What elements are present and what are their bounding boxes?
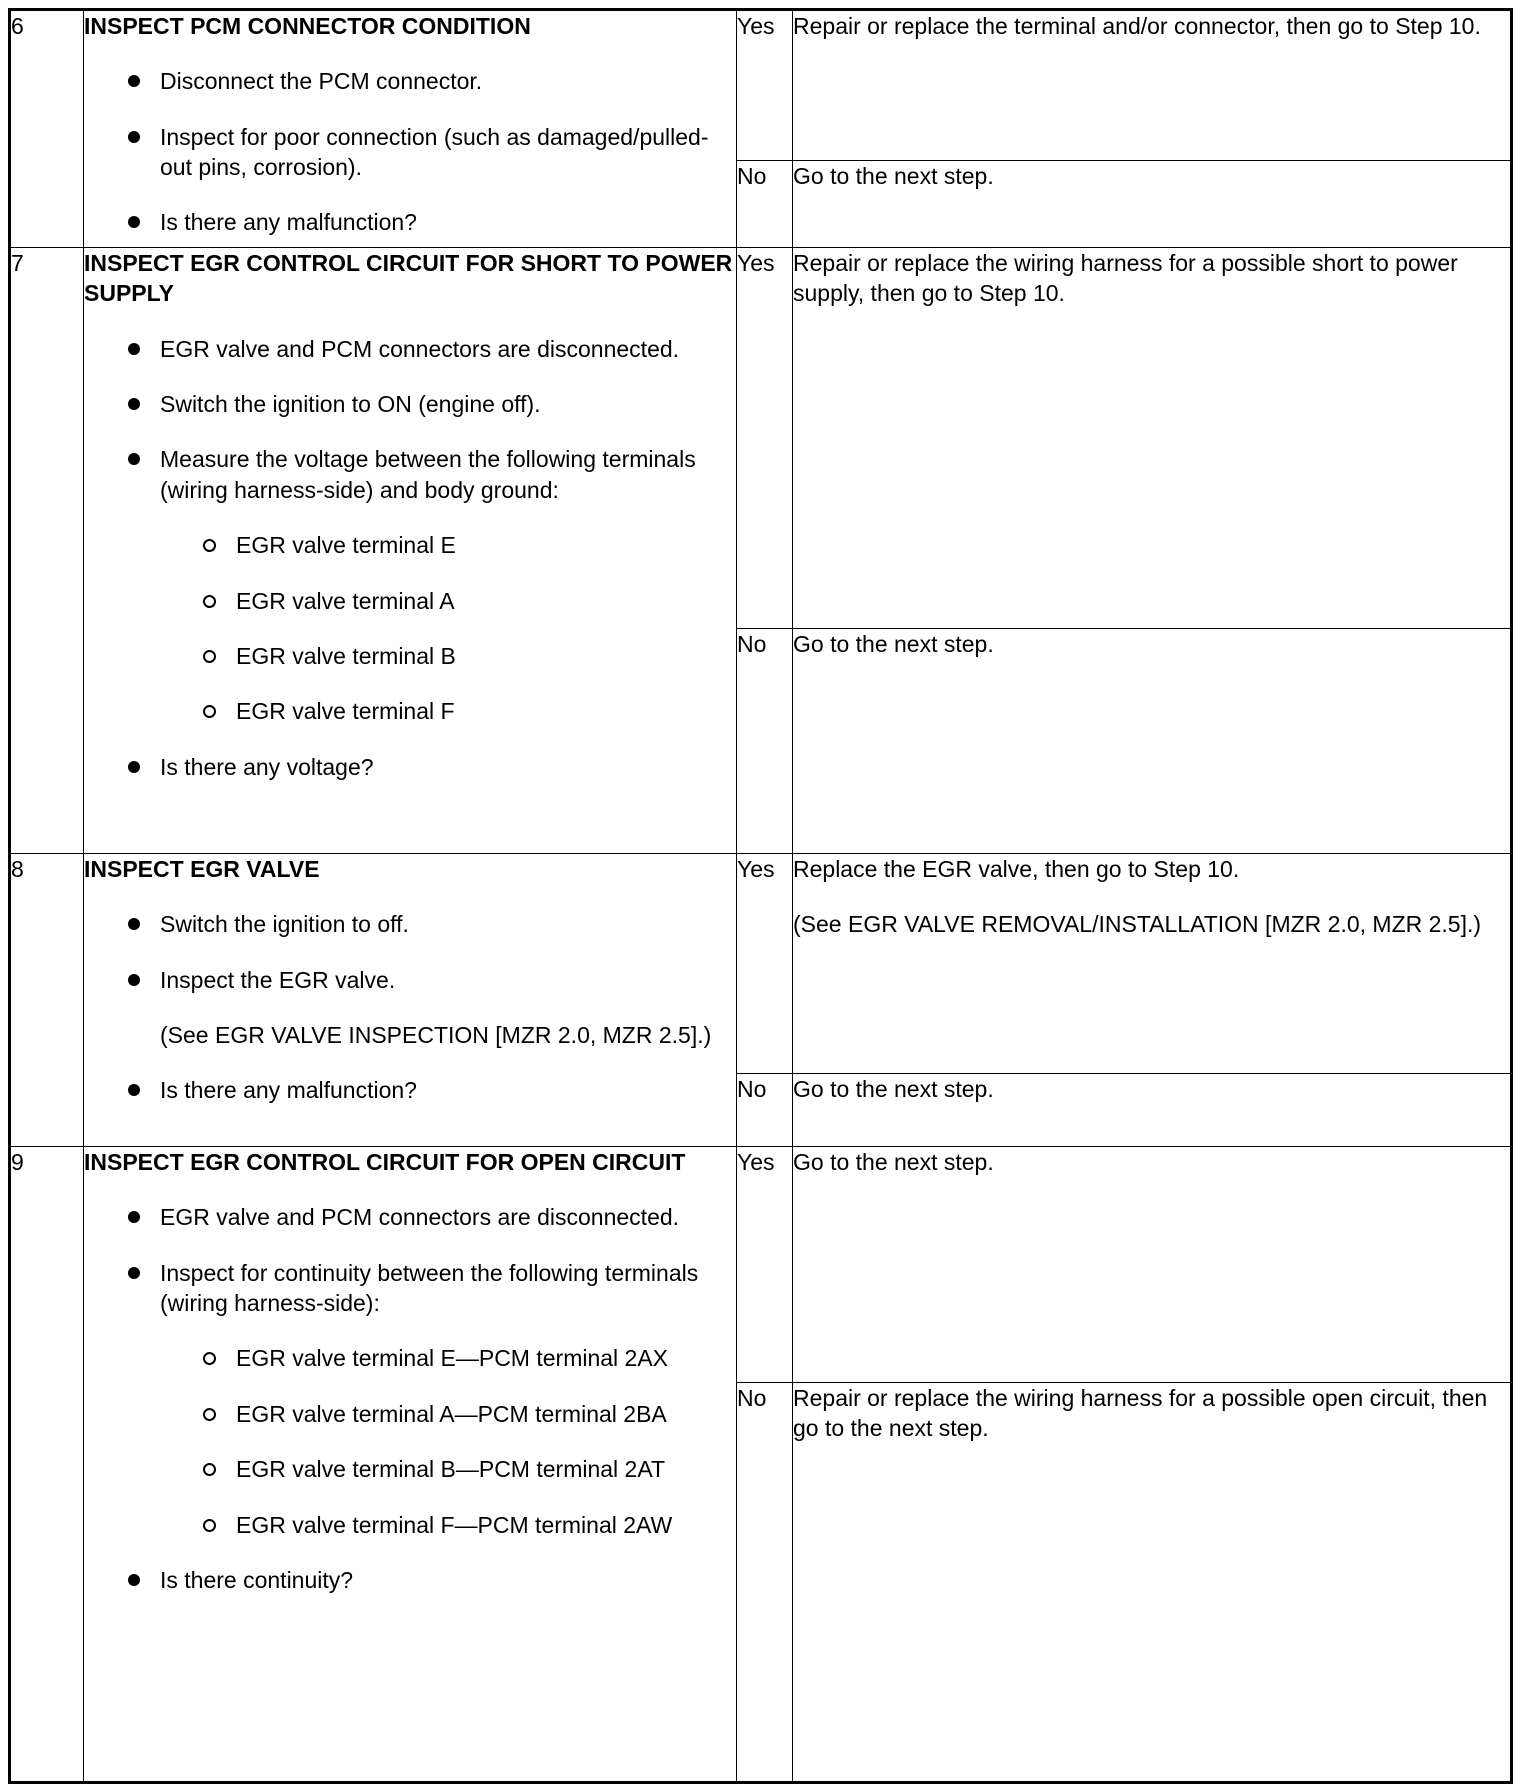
- step-bullet-list: [84, 66, 736, 237]
- no-action: [793, 1383, 1512, 1783]
- bullet-text: Is there any voltage?: [160, 753, 374, 780]
- sub-list-item: [84, 530, 736, 560]
- bullet-text: EGR valve and PCM connectors are disconnected.: [160, 1204, 680, 1231]
- bullet-dot-icon: [128, 1574, 140, 1586]
- bullet-text: EGR valve and PCM connectors are disconnected.: [160, 335, 680, 362]
- bullet-text: Switch the ignition to ON (engine off).: [160, 391, 541, 418]
- step-bullet-list: [84, 752, 736, 782]
- no-label: No: [737, 161, 793, 248]
- yes-action: [793, 10, 1512, 161]
- yes-action: [793, 854, 1512, 1074]
- sub-item-text: EGR valve terminal E: [236, 532, 456, 559]
- list-item: [84, 207, 736, 237]
- bullet-text: Is there any malfunction?: [160, 209, 417, 236]
- yes-reference-note: (See EGR VALVE REMOVAL/INSTALLATION [MZR 2.0, MZR 2.5].): [793, 911, 1482, 938]
- list-item: [84, 909, 736, 939]
- bullet-dot-icon: [128, 974, 140, 986]
- list-item: [84, 389, 736, 419]
- list-item: [84, 1075, 736, 1105]
- circle-bullet-icon: [203, 539, 216, 552]
- bullet-dot-icon: [128, 216, 140, 228]
- sub-list-item: [84, 1454, 736, 1484]
- sub-list-item: [84, 696, 736, 726]
- bullet-dot-icon: [128, 453, 140, 465]
- step-inspection: [84, 10, 737, 248]
- yes-action: [793, 248, 1512, 629]
- yes-label: Yes: [737, 10, 793, 161]
- no-label: No: [737, 1074, 793, 1147]
- step-bullet-list: [84, 334, 736, 505]
- diagnostic-steps-table: [8, 8, 1513, 1784]
- step-number: 8: [10, 854, 84, 1147]
- list-item: [84, 66, 736, 96]
- circle-bullet-icon: [203, 1352, 216, 1365]
- bullet-text: Is there continuity?: [160, 1566, 354, 1593]
- yes-action-text: Replace the EGR valve, then go to Step 10.: [793, 856, 1240, 882]
- list-item: [84, 1202, 736, 1232]
- sub-item-text: EGR valve terminal A: [236, 587, 455, 614]
- circle-bullet-icon: [203, 705, 216, 718]
- step-8-yes-row: [10, 854, 1512, 1074]
- bullet-text: Disconnect the PCM connector.: [160, 68, 483, 95]
- circle-bullet-icon: [203, 595, 216, 608]
- bullet-dot-icon: [128, 1211, 140, 1223]
- step-6-yes-row: [10, 10, 1512, 161]
- no-action: [793, 161, 1512, 248]
- bullet-text: Switch the ignition to off.: [160, 911, 409, 938]
- step-bullet-list: [84, 1202, 736, 1318]
- circle-bullet-icon: [203, 1408, 216, 1421]
- list-item: [84, 122, 736, 183]
- sub-item-text: EGR valve terminal B: [236, 642, 456, 669]
- step-title: INSPECT EGR CONTROL CIRCUIT FOR OPEN CIRCUIT: [84, 1149, 686, 1175]
- bullet-dot-icon: [128, 398, 140, 410]
- reference-note: (See EGR VALVE INSPECTION [MZR 2.0, MZR 2.5].): [160, 1022, 712, 1049]
- sub-list-item: [84, 586, 736, 616]
- terminal-sub-list: [84, 530, 736, 726]
- bullet-dot-icon: [128, 1267, 140, 1279]
- bullet-text: Inspect the EGR valve.: [160, 966, 396, 993]
- sub-list-item: [84, 1510, 736, 1540]
- no-label: No: [737, 1383, 793, 1783]
- yes-label: Yes: [737, 1147, 793, 1383]
- step-title: INSPECT PCM CONNECTOR CONDITION: [84, 13, 531, 39]
- step-bullet-list: [84, 1075, 736, 1105]
- bullet-dot-icon: [128, 75, 140, 87]
- step-title: INSPECT EGR CONTROL CIRCUIT FOR SHORT TO POWER SUPPLY: [84, 250, 733, 307]
- list-item: [84, 752, 736, 782]
- yes-action-text: Go to the next step.: [793, 1149, 994, 1175]
- step-number: 6: [10, 10, 84, 248]
- bullet-dot-icon: [128, 918, 140, 930]
- sub-item-text: EGR valve terminal F: [236, 698, 455, 725]
- circle-bullet-icon: [203, 1519, 216, 1532]
- bullet-dot-icon: [128, 131, 140, 143]
- list-item: [84, 1565, 736, 1595]
- step-title: INSPECT EGR VALVE: [84, 856, 320, 882]
- diagnostic-procedure-page: [8, 8, 1513, 1782]
- bullet-text: Is there any malfunction?: [160, 1077, 417, 1104]
- step-bullet-list: [84, 1565, 736, 1595]
- yes-label: Yes: [737, 248, 793, 629]
- no-action-text: Go to the next step.: [793, 1076, 994, 1102]
- no-action-text: Repair or replace the wiring harness for a possible open circuit, then go to the next step.: [793, 1385, 1488, 1442]
- step-inspection: [84, 1147, 737, 1783]
- step-bullet-list: [84, 909, 736, 995]
- no-label: No: [737, 629, 793, 854]
- circle-bullet-icon: [203, 1463, 216, 1476]
- terminal-sub-list: [84, 1343, 736, 1539]
- no-action: [793, 629, 1512, 854]
- bullet-dot-icon: [128, 1084, 140, 1096]
- list-item: [84, 1258, 736, 1319]
- step-number: 7: [10, 248, 84, 854]
- no-action-text: Go to the next step.: [793, 631, 994, 657]
- bullet-text: Measure the voltage between the following terminals (wiring harness-side) and body ground:: [160, 446, 696, 503]
- step-7-yes-row: [10, 248, 1512, 629]
- sub-item-text: EGR valve terminal B—PCM terminal 2AT: [236, 1456, 666, 1483]
- yes-action-text: Repair or replace the terminal and/or connector, then go to Step 10.: [793, 13, 1481, 39]
- step-inspection: [84, 854, 737, 1147]
- circle-bullet-icon: [203, 650, 216, 663]
- list-item: [84, 444, 736, 505]
- yes-action-text: Repair or replace the wiring harness for a possible short to power supply, then go to Step 10.: [793, 250, 1458, 307]
- sub-list-item: [84, 1343, 736, 1373]
- sub-item-text: EGR valve terminal A—PCM terminal 2BA: [236, 1400, 667, 1427]
- bullet-dot-icon: [128, 761, 140, 773]
- list-item: [84, 334, 736, 364]
- sub-item-text: EGR valve terminal F—PCM terminal 2AW: [236, 1511, 673, 1538]
- step-number: 9: [10, 1147, 84, 1783]
- bullet-dot-icon: [128, 343, 140, 355]
- sub-item-text: EGR valve terminal E—PCM terminal 2AX: [236, 1345, 669, 1372]
- sub-list-item: [84, 641, 736, 671]
- sub-list-item: [84, 1399, 736, 1429]
- step-inspection: [84, 248, 737, 854]
- no-action: [793, 1074, 1512, 1147]
- yes-label: Yes: [737, 854, 793, 1074]
- no-action-text: Go to the next step.: [793, 163, 994, 189]
- bullet-text: Inspect for poor connection (such as damaged/pulled-out pins, corrosion).: [160, 123, 709, 181]
- list-item: [84, 965, 736, 995]
- bullet-text: Inspect for continuity between the following terminals (wiring harness-side):: [160, 1259, 699, 1317]
- yes-action: [793, 1147, 1512, 1383]
- step-9-yes-row: [10, 1147, 1512, 1383]
